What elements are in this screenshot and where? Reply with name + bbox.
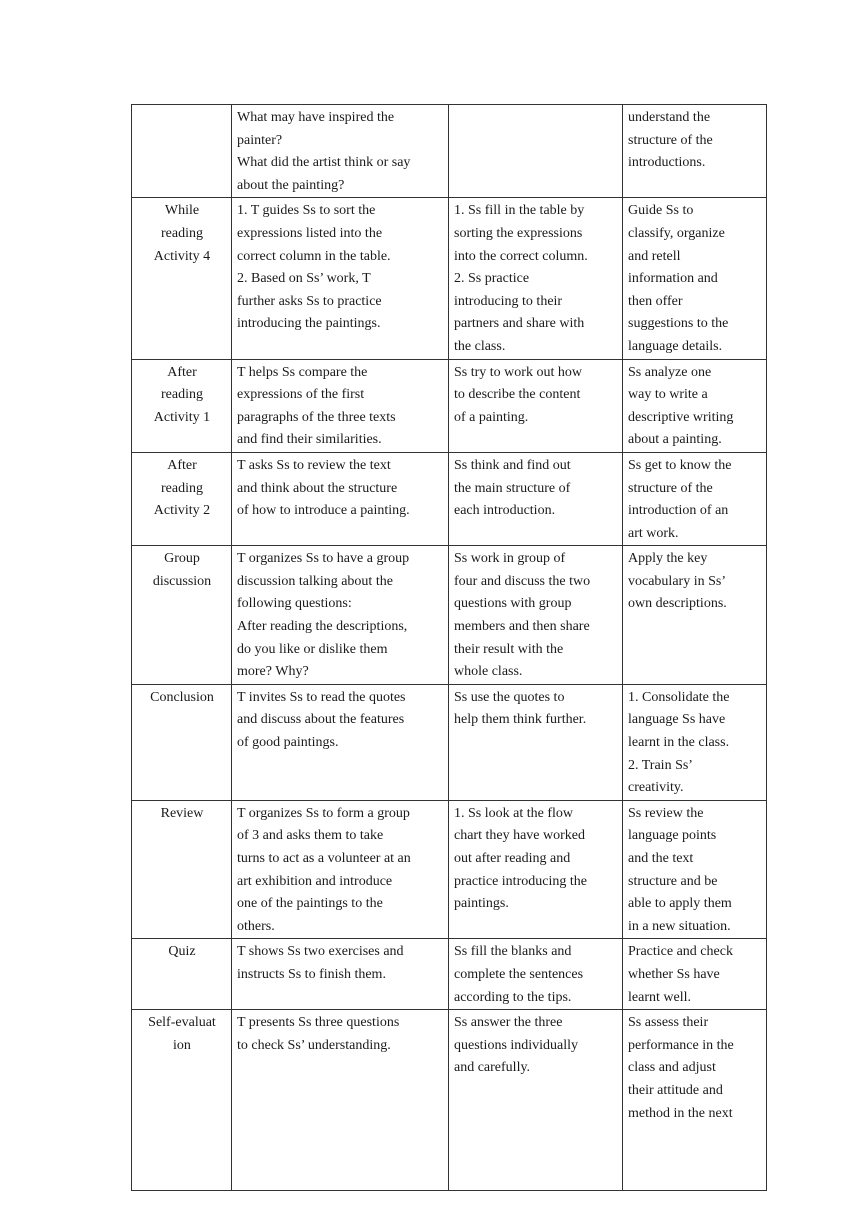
cell-text-line: painter? <box>237 132 283 148</box>
purpose-cell <box>623 198 767 359</box>
cell-text-line: Self-evaluat <box>148 1015 216 1031</box>
cell-text-line: one of the paintings to the <box>237 896 383 912</box>
table-row <box>132 1010 767 1191</box>
cell-text-line: suggestions to the <box>628 316 729 332</box>
cell-text-line: further asks Ss to practice <box>237 293 382 309</box>
student-activity-cell <box>449 684 623 800</box>
stage-cell <box>132 198 232 359</box>
cell-text-line: Ss get to know the <box>628 457 732 473</box>
cell-text-line: Apply the key <box>628 551 708 567</box>
cell-text-line: Quiz <box>168 944 196 960</box>
cell-text-line: paragraphs of the three texts <box>237 409 396 425</box>
teacher-activity-cell <box>232 1010 449 1191</box>
cell-text-line: introduction of an <box>628 503 729 519</box>
cell-text-line: What may have inspired the <box>237 110 395 125</box>
table-row <box>132 939 767 1010</box>
cell-text-line: structure of the <box>628 132 713 148</box>
cell-text-line: Ss work in group of <box>454 551 566 567</box>
cell-text-line: of good paintings. <box>237 735 339 751</box>
cell-text-line: classify, organize <box>628 225 725 241</box>
student-activity-cell <box>449 800 623 939</box>
cell-text-line: chart they have worked <box>454 828 585 844</box>
cell-text-line: 1. Consolidate the <box>628 689 730 705</box>
cell-text-line: Review <box>160 805 204 821</box>
cell-text-line: and retell <box>628 248 681 264</box>
student-activity-cell <box>449 939 623 1010</box>
purpose-cell <box>623 452 767 545</box>
cell-text-line: paintings. <box>454 896 509 912</box>
stage-cell <box>132 452 232 545</box>
cell-text-line: questions individually <box>454 1037 579 1053</box>
lesson-plan-table <box>131 104 767 1191</box>
cell-text-line: 2. Train Ss’ <box>628 757 693 773</box>
cell-text-line: expressions of the first <box>237 387 365 403</box>
cell-text-line: creativity. <box>628 780 684 796</box>
cell-text-line: able to apply them <box>628 896 732 912</box>
cell-text-line: Practice and check <box>628 944 733 960</box>
cell-text-line: the main structure of <box>454 480 571 496</box>
cell-text-line: structure of the <box>628 480 713 496</box>
cell-text-line: Ss answer the three <box>454 1015 563 1031</box>
cell-text-line: After <box>167 457 197 473</box>
cell-text-line: and think about the structure <box>237 480 398 496</box>
cell-text-line: whether Ss have <box>628 966 720 982</box>
cell-text-line: language Ss have <box>628 712 726 728</box>
cell-text-line: to describe the content <box>454 387 581 403</box>
stage-cell <box>132 359 232 452</box>
cell-text-line: vocabulary in Ss’ <box>628 573 726 589</box>
cell-text-line: about a painting. <box>628 432 722 448</box>
cell-text-line: more? Why? <box>237 664 309 680</box>
cell-text-line: and the text <box>628 851 694 866</box>
table-row <box>132 546 767 685</box>
cell-text-line: others. <box>237 918 275 934</box>
stage-cell <box>132 800 232 939</box>
cell-text-line: ion <box>173 1037 191 1053</box>
cell-text-line: art exhibition and introduce <box>237 873 393 889</box>
cell-text-line: and discuss about the features <box>237 712 405 728</box>
student-activity-cell <box>449 1010 623 1191</box>
cell-text-line: correct column in the table. <box>237 248 391 264</box>
cell-text-line: art work. <box>628 525 679 541</box>
purpose-cell <box>623 684 767 800</box>
cell-text-line: to check Ss’ understanding. <box>237 1037 391 1053</box>
cell-text-line: own descriptions. <box>628 596 727 612</box>
purpose-cell <box>623 359 767 452</box>
cell-text-line: do you like or dislike them <box>237 641 388 657</box>
cell-text-line: Conclusion <box>150 689 214 705</box>
cell-text-line: descriptive writing <box>628 409 734 425</box>
cell-text-line: 1. T guides Ss to sort the <box>237 203 376 219</box>
cell-text-line: Ss use the quotes to <box>454 689 565 705</box>
cell-text-line: according to the tips. <box>454 989 572 1005</box>
cell-text-line: expressions listed into the <box>237 225 383 241</box>
cell-text-line: language points <box>628 828 717 844</box>
cell-text-line: Ss assess their <box>628 1015 709 1031</box>
cell-text-line: introducing to their <box>454 293 563 309</box>
student-activity-cell <box>449 359 623 452</box>
cell-text-line: 2. Ss practice <box>454 271 530 287</box>
stage-cell <box>132 105 232 198</box>
cell-text-line: introductions. <box>628 155 706 171</box>
cell-text-line: members and then share <box>454 619 590 635</box>
purpose-cell <box>623 1010 767 1191</box>
cell-text-line: practice introducing the <box>454 873 587 889</box>
cell-text-line: structure and be <box>628 873 718 889</box>
cell-text-line: help them think further. <box>454 712 587 728</box>
cell-text-line: T shows Ss two exercises and <box>237 944 404 960</box>
cell-text-line: Ss fill the blanks and <box>454 944 572 960</box>
cell-text-line: Activity 1 <box>153 409 211 425</box>
cell-text-line: After reading the descriptions, <box>237 619 408 635</box>
teacher-activity-cell <box>232 800 449 939</box>
teacher-activity-cell <box>232 684 449 800</box>
cell-text-line: understand the <box>628 110 711 125</box>
cell-text-line: Ss try to work out how <box>454 364 582 380</box>
cell-text-line: about the painting? <box>237 177 345 193</box>
student-activity-cell <box>449 198 623 359</box>
cell-text-line: 1. Ss look at the flow <box>454 805 573 821</box>
cell-text-line: T organizes Ss to have a group <box>237 551 410 567</box>
cell-text-line: reading <box>161 387 203 403</box>
cell-text-line: language details. <box>628 338 723 354</box>
cell-text-line: reading <box>161 225 203 241</box>
table-row <box>132 452 767 545</box>
teacher-activity-cell <box>232 546 449 685</box>
cell-text-line: their attitude and <box>628 1082 723 1098</box>
cell-text-line: whole class. <box>454 664 523 680</box>
cell-text-line: T presents Ss three questions <box>237 1015 400 1031</box>
stage-cell <box>132 1010 232 1191</box>
cell-text-line: learnt in the class. <box>628 735 730 751</box>
cell-text-line: of how to introduce a painting. <box>237 503 410 519</box>
cell-text-line: their result with the <box>454 641 564 657</box>
cell-text-line: and find their similarities. <box>237 432 382 448</box>
cell-text-line: four and discuss the two <box>454 573 591 589</box>
cell-text-line: instructs Ss to finish them. <box>237 966 386 982</box>
teacher-activity-cell <box>232 105 449 198</box>
cell-text-line: What did the artist think or say <box>237 155 411 171</box>
cell-text-line: complete the sentences <box>454 966 584 982</box>
cell-text-line: While <box>164 203 200 219</box>
cell-text-line: into the correct column. <box>454 248 588 264</box>
cell-text-line: T organizes Ss to form a group <box>237 805 410 821</box>
purpose-cell <box>623 939 767 1010</box>
cell-text-line: Activity 4 <box>153 248 211 264</box>
cell-text-line: then offer <box>628 293 683 309</box>
purpose-cell <box>623 105 767 198</box>
cell-text-line: T invites Ss to read the quotes <box>237 689 406 705</box>
cell-text-line: T helps Ss compare the <box>237 364 368 380</box>
cell-text-line: Guide Ss to <box>628 203 694 219</box>
lesson-plan-page <box>131 104 767 1191</box>
cell-text-line: partners and share with <box>454 316 585 332</box>
purpose-cell <box>623 546 767 685</box>
cell-text-line: each introduction. <box>454 503 556 519</box>
teacher-activity-cell <box>232 939 449 1010</box>
student-activity-cell <box>449 105 623 198</box>
stage-cell <box>132 684 232 800</box>
cell-text-line: class and adjust <box>628 1060 716 1076</box>
student-activity-cell <box>449 452 623 545</box>
cell-text-line: sorting the expressions <box>454 225 583 241</box>
teacher-activity-cell <box>232 359 449 452</box>
purpose-cell <box>623 800 767 939</box>
lesson-plan-table-body <box>132 105 767 1191</box>
cell-text-line: discussion <box>152 573 212 589</box>
cell-text-line: Activity 2 <box>153 503 211 519</box>
cell-text-line: performance in the <box>628 1037 734 1053</box>
cell-text-line: information and <box>628 271 718 287</box>
cell-text-line: introducing the paintings. <box>237 316 381 332</box>
cell-text-line: Ss review the <box>628 805 704 821</box>
cell-text-line: of 3 and asks them to take <box>237 828 384 844</box>
teacher-activity-cell <box>232 198 449 359</box>
cell-text-line: After <box>167 364 197 380</box>
cell-text-line: questions with group <box>454 596 572 612</box>
cell-text-line: 2. Based on Ss’ work, T <box>237 271 371 287</box>
cell-text-line: turns to act as a volunteer at an <box>237 851 411 866</box>
cell-text-line: out after reading and <box>454 851 571 866</box>
cell-text-line: learnt well. <box>628 989 691 1005</box>
stage-cell <box>132 939 232 1010</box>
cell-text-line: discussion talking about the <box>237 573 393 589</box>
cell-text-line: of a painting. <box>454 409 529 425</box>
cell-text-line: method in the next <box>628 1105 733 1121</box>
cell-text-line: and carefully. <box>454 1060 531 1076</box>
cell-text-line: T asks Ss to review the text <box>237 457 391 473</box>
cell-text-line: Ss think and find out <box>454 457 571 473</box>
cell-text-line: Ss analyze one <box>628 364 712 380</box>
table-row <box>132 684 767 800</box>
stage-cell <box>132 546 232 685</box>
cell-text-line: the class. <box>454 338 506 354</box>
cell-text-line: following questions: <box>237 596 352 612</box>
student-activity-cell <box>449 546 623 685</box>
table-row <box>132 105 767 198</box>
cell-text-line: Group <box>164 551 200 567</box>
cell-text-line: way to write a <box>628 387 708 403</box>
cell-text-line: 1. Ss fill in the table by <box>454 203 585 219</box>
teacher-activity-cell <box>232 452 449 545</box>
table-row <box>132 359 767 452</box>
cell-text-line: reading <box>161 480 203 496</box>
table-row <box>132 800 767 939</box>
cell-text-line: in a new situation. <box>628 918 731 934</box>
table-row <box>132 198 767 359</box>
